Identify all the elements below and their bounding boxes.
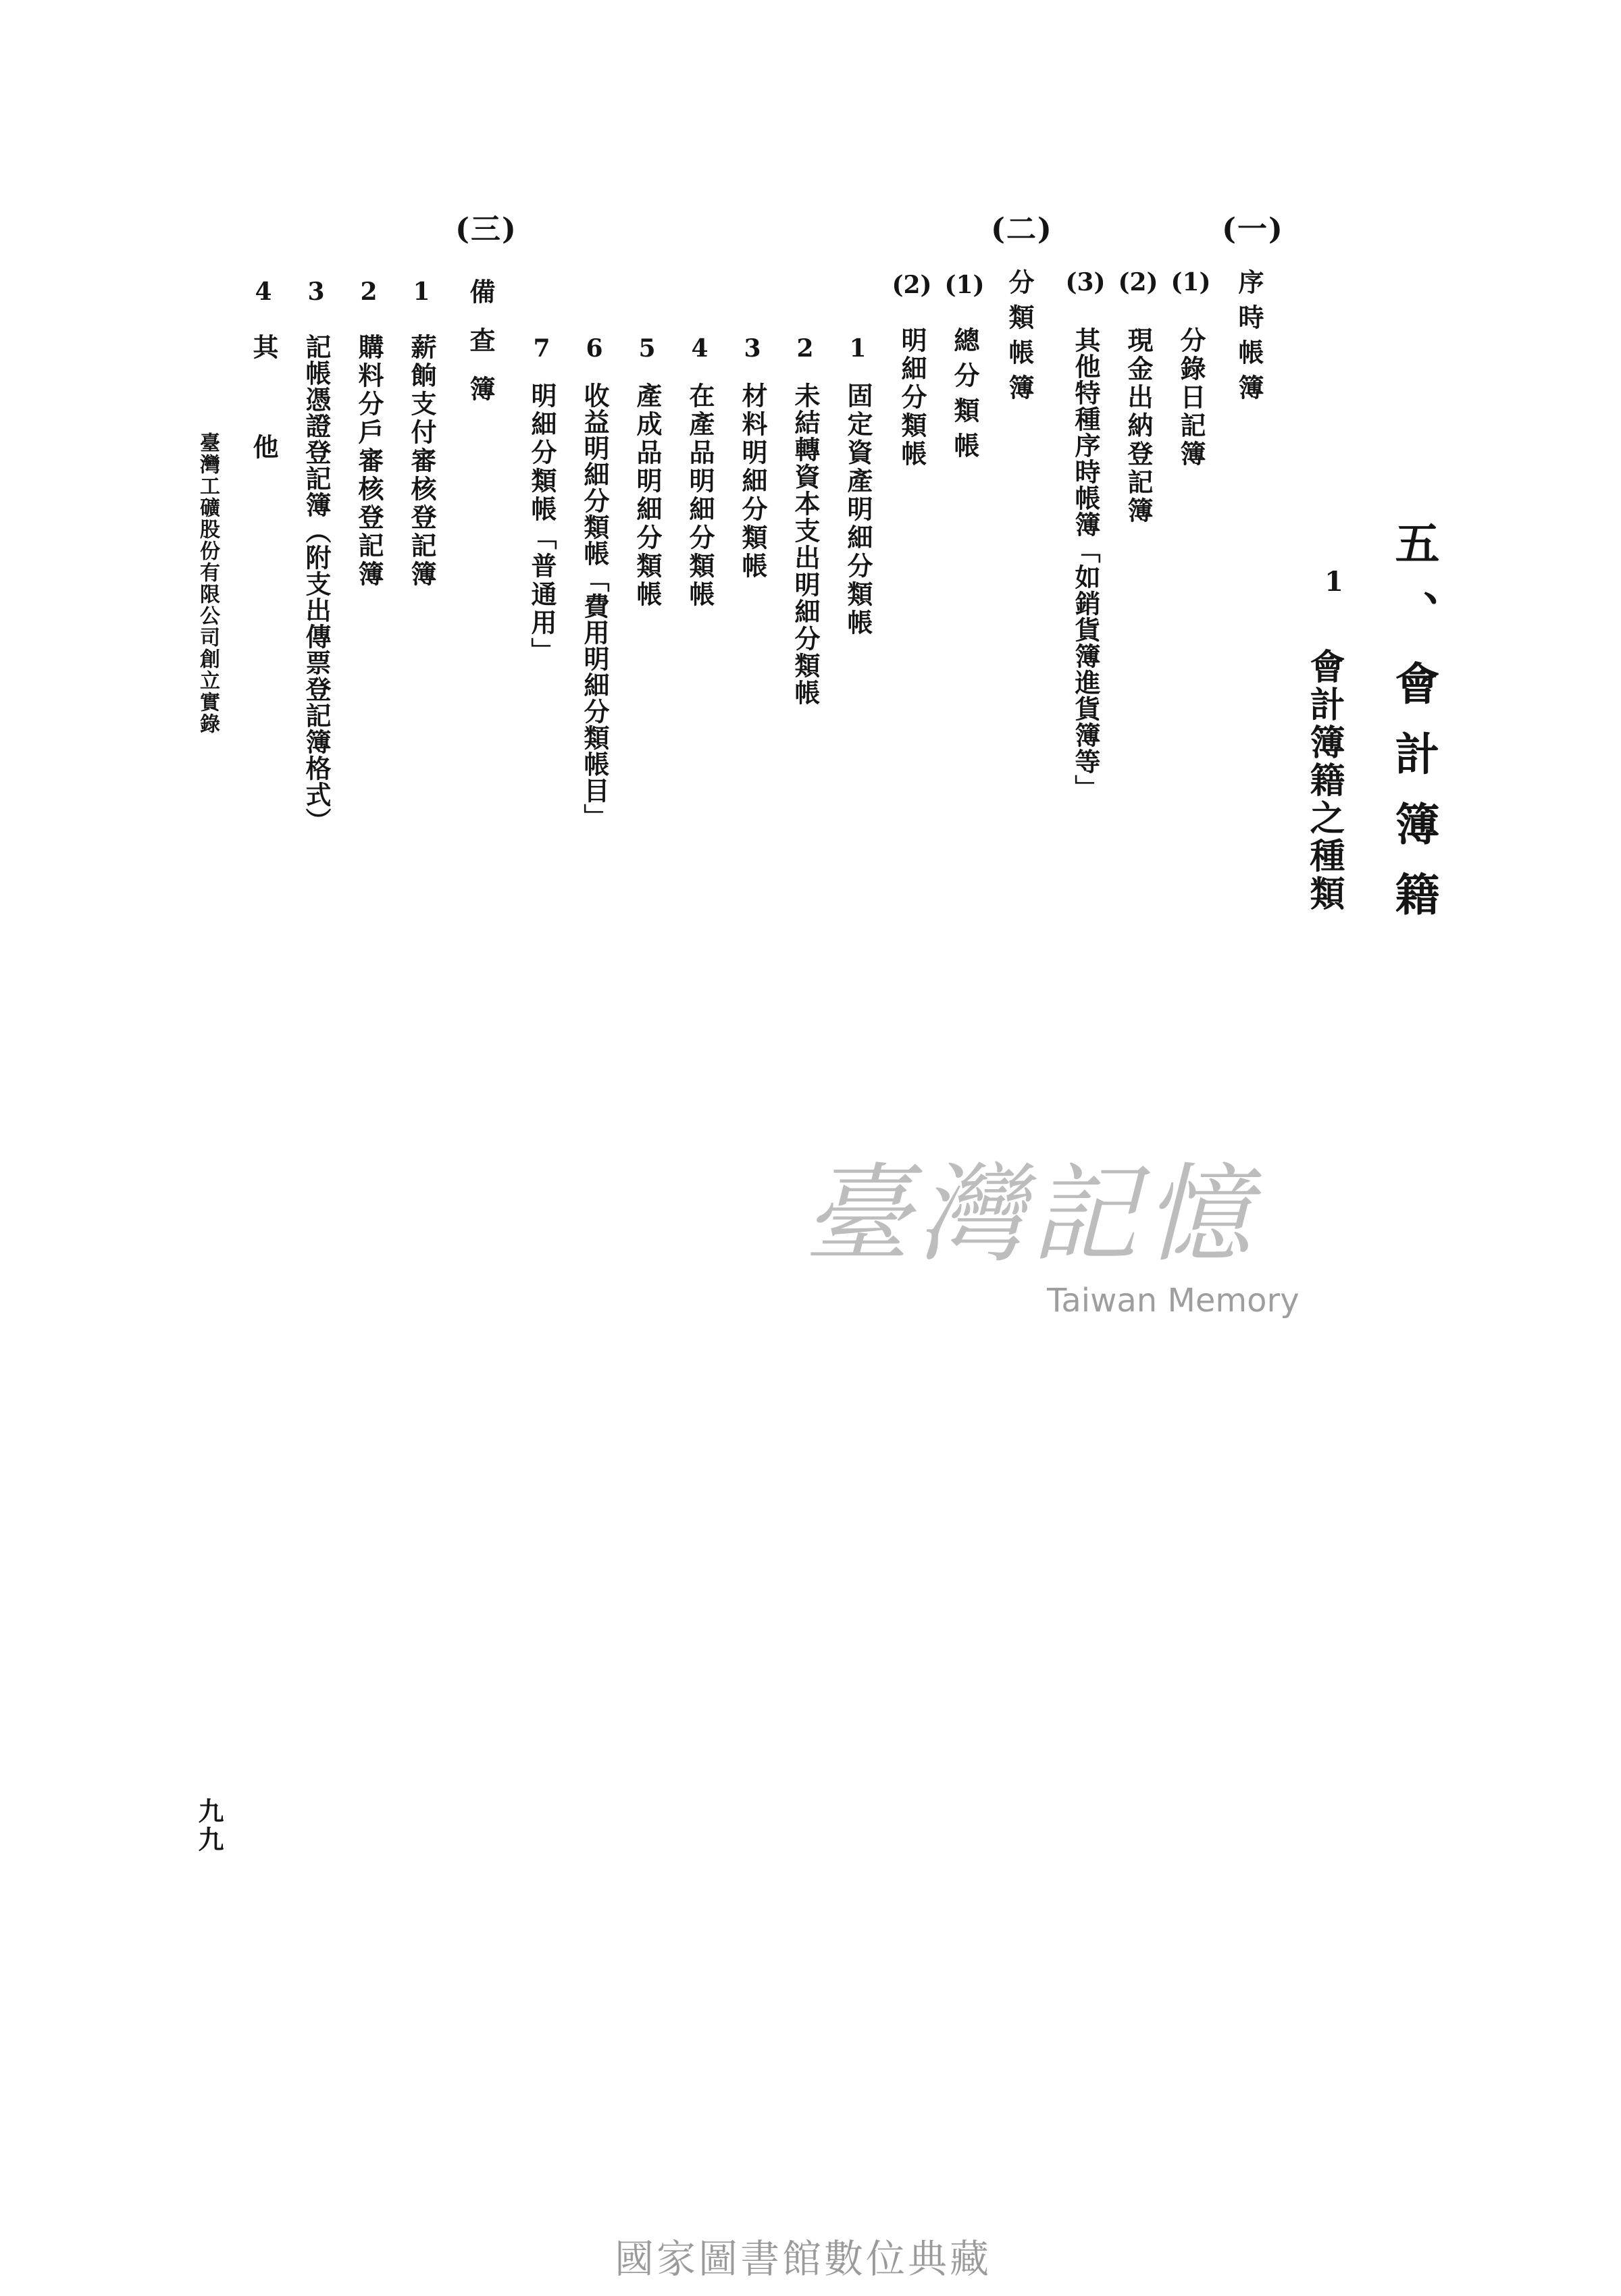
detail-7-number: 7	[533, 334, 550, 363]
detail-6-text: 收益明細分類帳「費用明細分類帳目」	[580, 382, 610, 830]
group-1-item-3-number: (3)	[1065, 268, 1106, 296]
detail-7-text: 明細分類帳「普通用」	[527, 382, 557, 666]
detail-3-number: 3	[744, 334, 761, 363]
detail-2-text: 未結轉資本支出明細分類帳	[790, 382, 821, 706]
book-title-footer: 臺灣工礦股份有限公司創立實錄	[196, 432, 220, 735]
group-2-item-1-number: (1)	[944, 271, 985, 299]
group-1-item-1-number: (1)	[1170, 268, 1211, 296]
group-3-item-2-text: 購料分戶審核登記簿	[354, 334, 384, 589]
group-3-item-1-number: 1	[413, 278, 430, 306]
detail-1-number: 1	[849, 334, 867, 363]
group-1-item-1-text: 分錄日記簿	[1176, 327, 1206, 469]
detail-5-number: 5	[638, 334, 656, 363]
group-3-marker: (三)	[455, 212, 517, 246]
group-2-item-2-number: (2)	[892, 271, 932, 299]
library-collection-label: 國家圖書館數位典藏	[615, 2236, 992, 2282]
detail-4-text: 在產品明細分類帳	[685, 382, 715, 609]
group-3-item-4-number: 4	[255, 278, 272, 306]
group-3-title: 備查簿	[465, 278, 496, 424]
group-1-item-2-number: (2)	[1118, 268, 1158, 296]
group-3-item-2-number: 2	[360, 278, 378, 306]
detail-6-number: 6	[586, 334, 603, 363]
group-2-marker: (二)	[991, 212, 1053, 246]
group-1-item-2-text: 現金出納登記簿	[1123, 327, 1154, 525]
detail-2-number: 2	[796, 334, 814, 363]
group-1-marker: (一)	[1222, 212, 1284, 246]
watermark-english-text: Taiwan Memory	[1047, 1282, 1300, 1320]
subsection-number: 1	[1324, 566, 1343, 598]
group-3-item-3-text: 記帳憑證登記簿（附支出傳票登記簿格式）	[301, 334, 332, 834]
detail-5-text: 產成品明細分類帳	[632, 382, 663, 609]
group-1-item-3-text: 其他特種序時帳簿「如銷貨簿進貨簿等」	[1071, 327, 1101, 801]
group-2-item-1-text: 總分類帳	[950, 327, 980, 467]
taiwan-memory-watermark	[804, 1153, 1304, 1330]
group-3-item-4-text: 其他	[249, 334, 279, 533]
watermark-cjk-text: 臺灣記憶	[804, 1153, 1258, 1277]
section-title: 五、會計簿籍	[1387, 520, 1440, 941]
detail-4-number: 4	[691, 334, 709, 363]
group-2-title: 分類帳簿	[1004, 269, 1035, 409]
group-2-item-2-text: 明細分類帳	[897, 327, 927, 469]
detail-3-text: 材料明細分類帳	[738, 382, 768, 581]
page-number: 九九	[194, 1798, 224, 1854]
group-3-item-3-number: 3	[307, 278, 325, 306]
subsection-title: 會計簿籍之種類	[1304, 648, 1345, 913]
detail-1-text: 固定資產明細分類帳	[843, 382, 873, 637]
group-3-item-1-text: 薪餉支付審核登記簿	[407, 334, 437, 589]
group-1-title: 序時帳簿	[1234, 269, 1264, 409]
